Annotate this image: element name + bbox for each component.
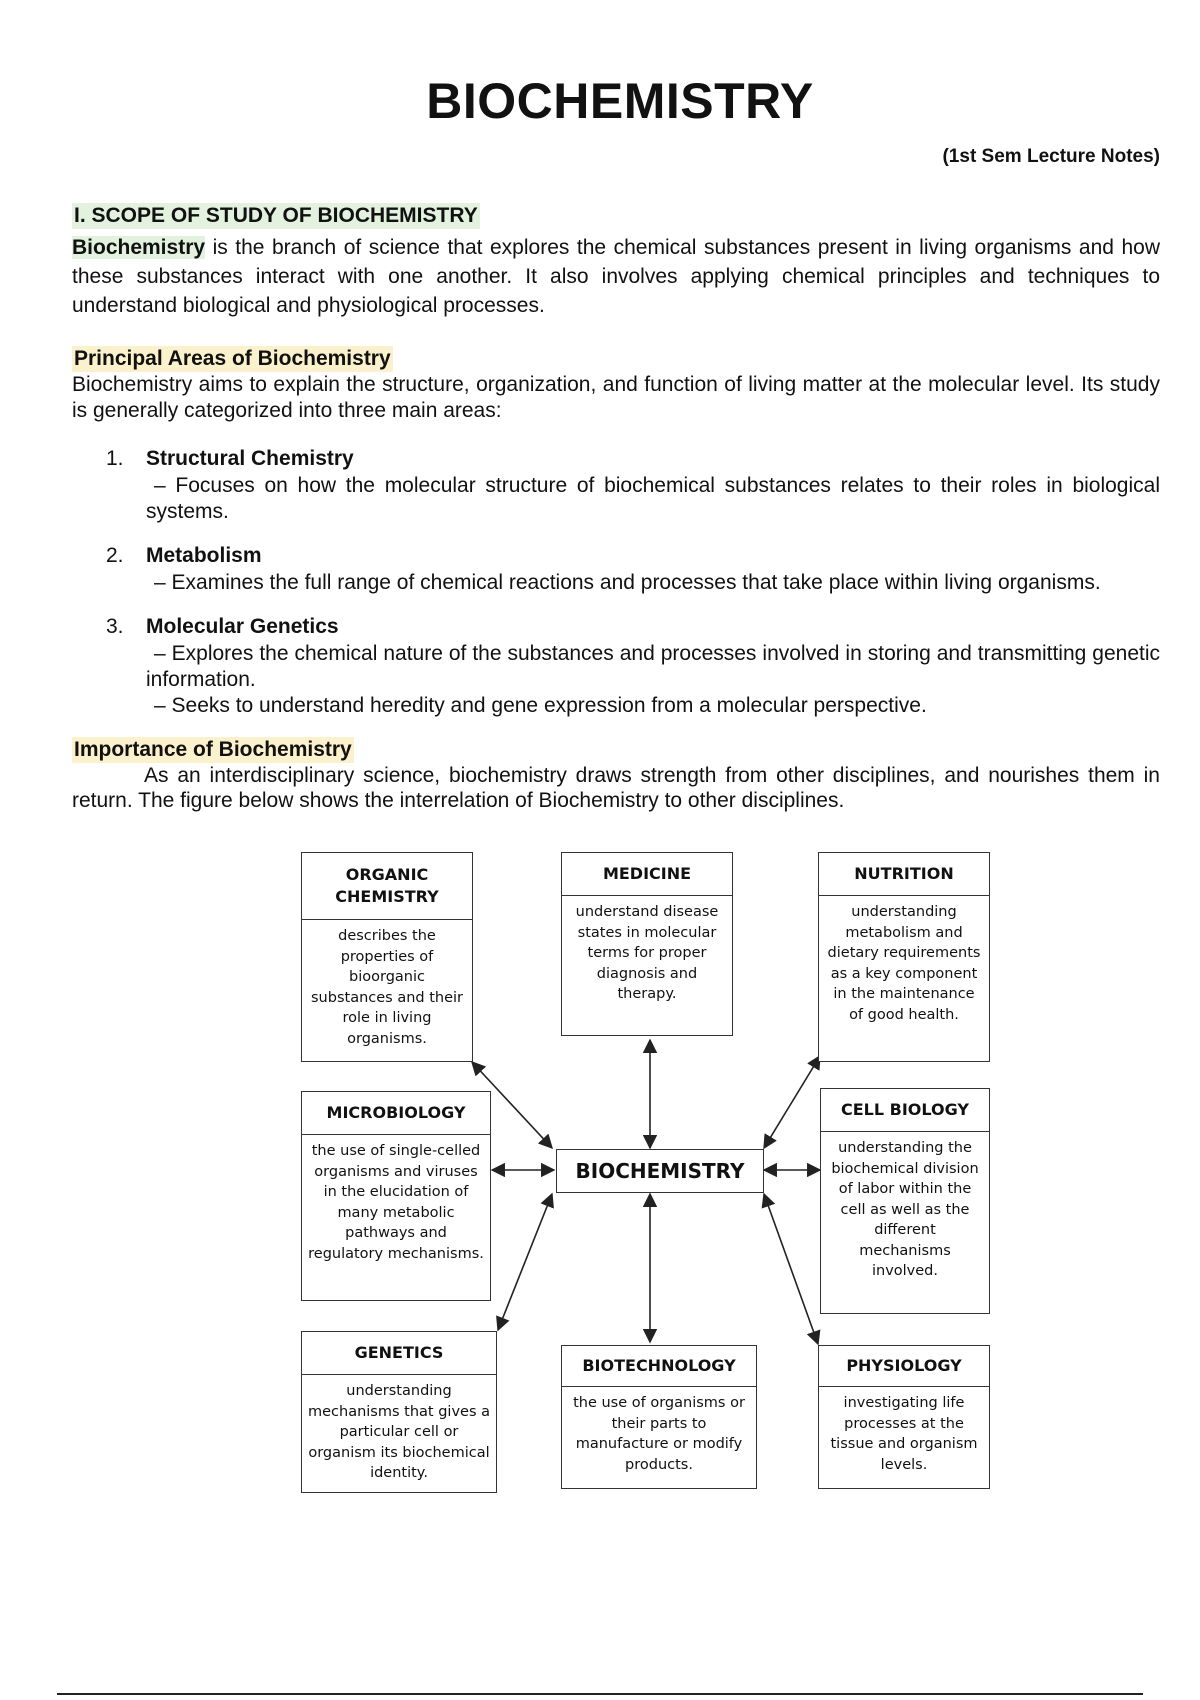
- node-physiology: [818, 1345, 990, 1489]
- list-item-title: Metabolism: [146, 544, 262, 567]
- node-desc: describes the properties of bioorganic substances and their role in living organisms.: [311, 928, 463, 1047]
- node-title: PHYSIOLOGY: [819, 1346, 989, 1387]
- node-microbiology: [301, 1091, 491, 1301]
- subheading-importance: Importance of Biochemistry: [74, 738, 352, 761]
- list-item-number: 1.: [106, 447, 124, 470]
- node-cell-biology: [820, 1088, 990, 1314]
- node-title: MICROBIOLOGY: [302, 1092, 490, 1135]
- list-item-title: Molecular Genetics: [146, 615, 339, 638]
- connector-genetics: [498, 1194, 552, 1330]
- node-biochemistry: BIOCHEMISTRY: [556, 1149, 764, 1193]
- node-nutrition: [818, 852, 990, 1062]
- connector-physiology: [764, 1194, 818, 1344]
- node-title: NUTRITION: [819, 853, 989, 896]
- node-desc: understanding the biochemical division of labor within the cell as well as the different mechanisms involved.: [831, 1140, 979, 1279]
- scope-term: Biochemistry: [72, 236, 206, 259]
- node-biotechnology: [561, 1345, 757, 1489]
- scope-definition: is the branch of science that explores the chemical substances present in living organisms and how these substances interact with one another. It also involves applying chemical principles and techniques to understand biological and physiological processes.: [72, 236, 1160, 317]
- node-organic-chemistry: [301, 852, 473, 1062]
- node-genetics: [301, 1331, 497, 1493]
- node-desc: the use of organisms or their parts to manufacture or modify products.: [573, 1395, 745, 1473]
- page-title: BIOCHEMISTRY: [426, 73, 814, 129]
- node-title: GENETICS: [302, 1332, 496, 1375]
- node-desc: understand disease states in molecular terms for proper diagnosis and therapy.: [575, 904, 719, 1002]
- footer-divider: [57, 1693, 1143, 1695]
- page-subtitle: (1st Sem Lecture Notes): [942, 146, 1160, 167]
- node-title: BIOTECHNOLOGY: [562, 1346, 756, 1387]
- node-desc: understanding mechanisms that gives a particular cell or organism its biochemical identity.: [308, 1383, 490, 1481]
- importance-paragraph: As an interdisciplinary science, biochemistry draws strength from other disciplines, and nourishes them in return. The figure below shows the interrelation of Biochemistry to other disciplines.: [72, 764, 1160, 812]
- subheading-principal-areas: Principal Areas of Biochemistry: [74, 347, 391, 370]
- principal-areas-intro: Biochemistry aims to explain the structure, organization, and function of living matter at the molecular level. Its study is generally categorized into three main areas:: [72, 373, 1160, 422]
- list-item-desc: – Focuses on how the molecular structure of biochemical substances relates to their roles in biological systems.: [146, 474, 1160, 523]
- list-item-desc: – Examines the full range of chemical reactions and processes that take place within living organisms.: [154, 571, 1101, 594]
- list-item-number: 3.: [106, 615, 124, 638]
- list-item-number: 2.: [106, 544, 124, 567]
- node-desc: investigating life processes at the tissue and organism levels.: [830, 1395, 978, 1473]
- node-medicine: [561, 852, 733, 1036]
- list-item-desc: – Explores the chemical nature of the substances and processes involved in storing and transmitting genetic information.: [146, 642, 1160, 691]
- section-heading-scope: I. SCOPE OF STUDY OF BIOCHEMISTRY: [74, 204, 478, 227]
- node-title: CELL BIOLOGY: [821, 1089, 989, 1132]
- list-item-title: Structural Chemistry: [146, 447, 354, 470]
- node-desc: understanding metabolism and dietary requirements as a key component in the maintenance of good health.: [827, 904, 981, 1023]
- node-title: MEDICINE: [562, 853, 732, 896]
- node-desc: the use of single-celled organisms and viruses in the elucidation of many metabolic pathways and regulatory mechanisms.: [308, 1143, 484, 1262]
- list-item-desc: – Seeks to understand heredity and gene expression from a molecular perspective.: [154, 694, 927, 717]
- connector-nutrition: [764, 1056, 820, 1148]
- node-title: ORGANIC CHEMISTRY: [302, 853, 472, 920]
